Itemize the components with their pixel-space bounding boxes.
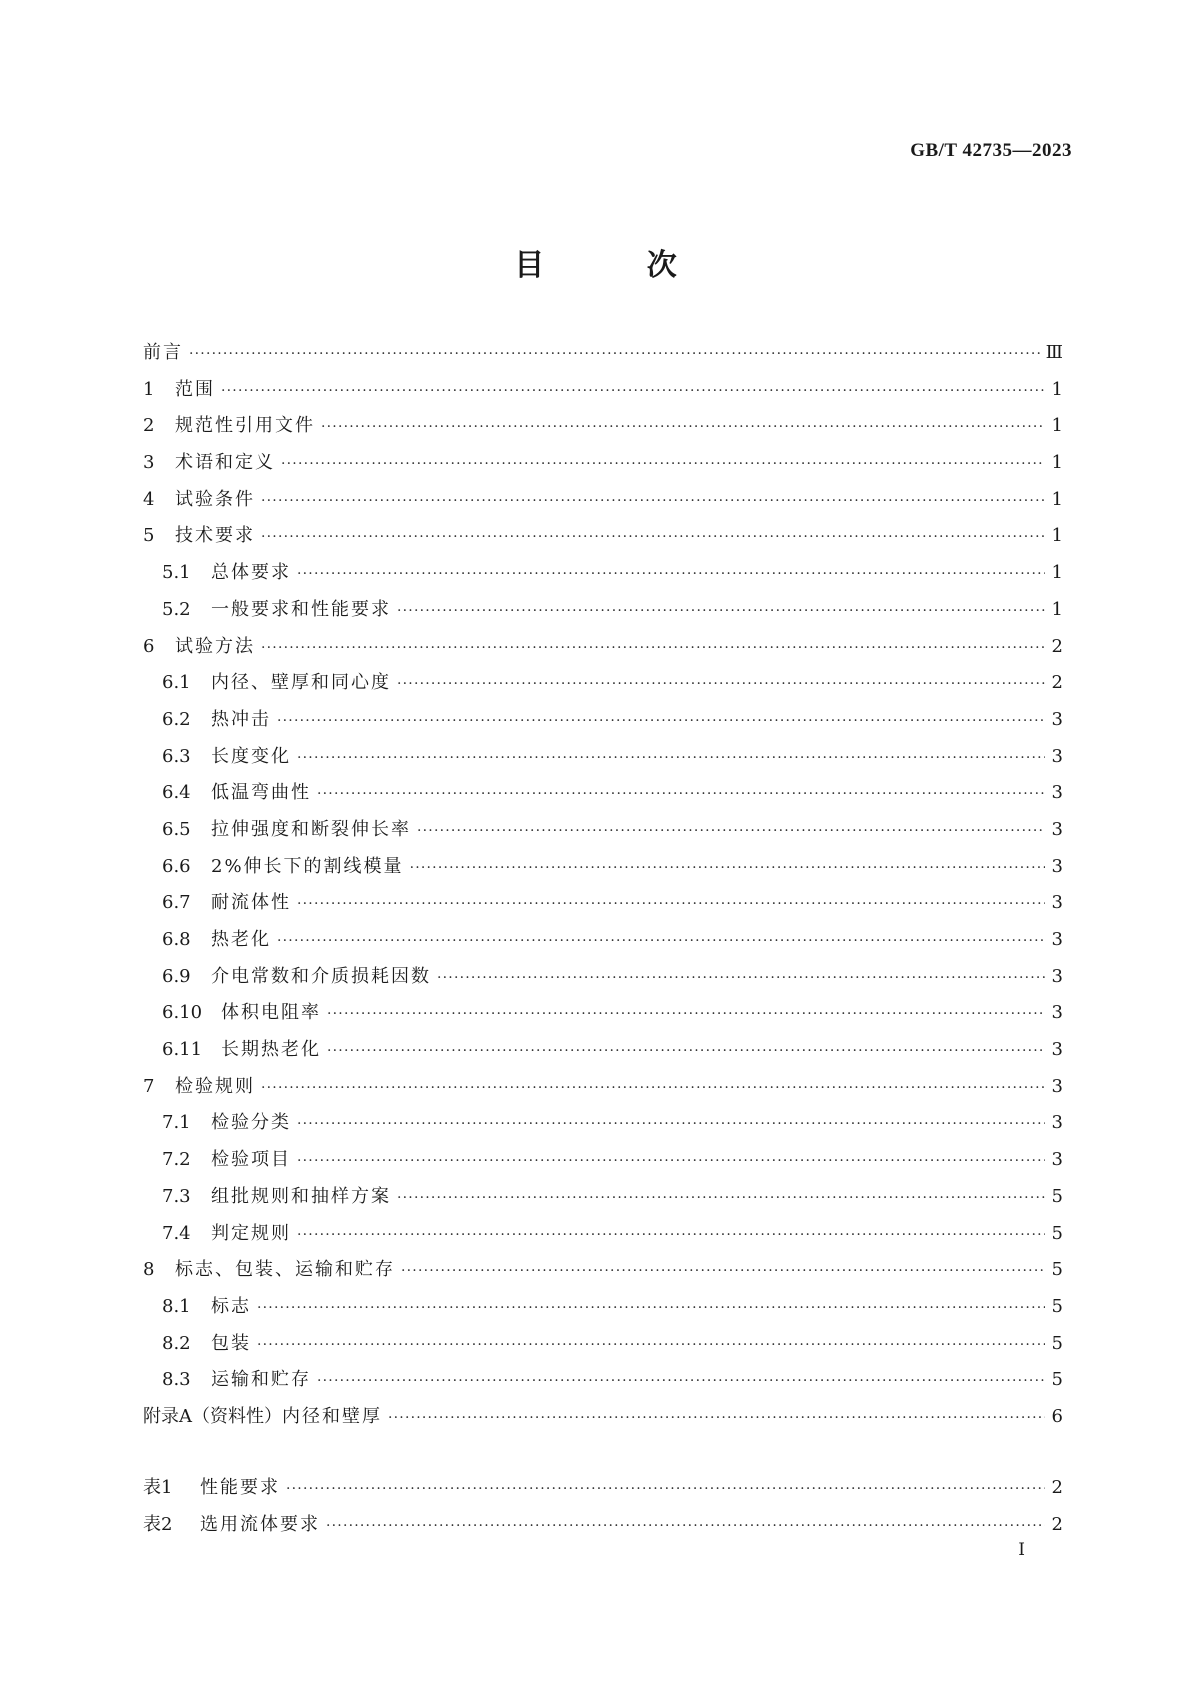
entry-page: 5: [1051, 1295, 1063, 1317]
entry-page: 5: [1051, 1185, 1063, 1207]
table-entry[interactable]: [143, 1510, 1063, 1547]
toc-entry[interactable]: [143, 815, 1063, 852]
toc-entry[interactable]: [143, 558, 1063, 595]
entry-label: 检验分类: [211, 1112, 291, 1134]
entry-number: 6.11: [162, 1039, 203, 1061]
entry-number: 6.1: [162, 672, 191, 694]
toc-entry[interactable]: [143, 1402, 1063, 1439]
dot-leader: [417, 823, 1045, 839]
entry-number: 6.10: [162, 1002, 203, 1024]
entry-number: 表1: [143, 1477, 173, 1498]
dot-leader: [397, 1190, 1045, 1206]
toc-entry[interactable]: [143, 411, 1063, 448]
entry-page: Ⅲ: [1045, 342, 1063, 363]
toc-entry[interactable]: [143, 448, 1063, 485]
page-number: Ⅰ: [1018, 1540, 1025, 1560]
dot-leader: [388, 1410, 1045, 1426]
dot-leader: [401, 1263, 1045, 1279]
dot-leader: [286, 1481, 1045, 1497]
toc-entry[interactable]: [143, 742, 1063, 779]
dot-leader: [261, 1080, 1045, 1096]
toc-entry[interactable]: [143, 668, 1063, 705]
dot-leader: [297, 896, 1045, 912]
dot-leader: [397, 676, 1045, 692]
entry-label: 低温弯曲性: [211, 782, 311, 804]
entry-page: 5: [1051, 1369, 1063, 1391]
entry-page: 3: [1051, 1149, 1063, 1171]
entry-number: 7.2: [162, 1149, 191, 1171]
entry-label: 热冲击: [211, 708, 271, 730]
toc-entry[interactable]: [143, 485, 1063, 522]
entry-number: 1: [143, 378, 155, 400]
entry-page: 2: [1051, 635, 1063, 657]
entry-label: 标志、包装、运输和贮存: [175, 1259, 395, 1281]
entry-page: 3: [1051, 965, 1063, 987]
entry-page: 2: [1051, 1513, 1063, 1535]
entry-number: 6.7: [162, 892, 191, 914]
toc-entry[interactable]: [143, 852, 1063, 889]
entry-number: 6.2: [162, 708, 191, 730]
entry-label: 长度变化: [211, 745, 291, 767]
entry-label: 范围: [175, 378, 215, 400]
entry-label: 试验条件: [175, 488, 255, 510]
entry-number: 6.4: [162, 782, 191, 804]
dot-leader: [397, 603, 1045, 619]
entry-number: 4: [143, 488, 155, 510]
entry-label: 检验规则: [175, 1075, 255, 1097]
toc-entry[interactable]: [143, 888, 1063, 925]
entry-page: 3: [1051, 745, 1063, 767]
entry-page: 2: [1051, 672, 1063, 694]
entry-label: 介电常数和介质损耗因数: [211, 965, 431, 987]
table-entry[interactable]: [143, 1473, 1063, 1510]
entry-page: 6: [1051, 1405, 1063, 1427]
entry-label: 包装: [211, 1332, 251, 1354]
dot-leader: [257, 1300, 1045, 1316]
toc-entry[interactable]: [143, 338, 1063, 375]
entry-label: 热老化: [211, 929, 271, 950]
toc-title: 目 次: [514, 248, 723, 283]
entry-page: 3: [1051, 708, 1063, 730]
entry-page: 3: [1051, 1112, 1063, 1134]
entry-label: 体积电阻率: [221, 1002, 321, 1024]
dot-leader: [317, 1373, 1045, 1389]
toc-entry[interactable]: [143, 925, 1063, 962]
entry-number: 7.1: [162, 1112, 191, 1134]
toc-entry[interactable]: [143, 1035, 1063, 1072]
standard-code: GB/T 42735—2023: [910, 140, 1072, 161]
entry-page: 1: [1051, 415, 1063, 437]
entry-number: 3: [143, 452, 155, 474]
entry-label: 判定规则: [211, 1222, 291, 1244]
entry-number: 8.1: [162, 1295, 191, 1317]
dot-leader: [281, 456, 1045, 472]
entry-label: 长期热老化: [221, 1039, 321, 1061]
entry-label: 内径、壁厚和同心度: [211, 672, 391, 694]
toc-entry[interactable]: [143, 1365, 1063, 1402]
toc-entry[interactable]: [143, 375, 1063, 412]
entry-page: 2: [1051, 1477, 1063, 1498]
toc-entry[interactable]: [143, 1108, 1063, 1145]
dot-leader: [297, 1116, 1045, 1132]
entry-number: 6.9: [162, 965, 191, 987]
dot-leader: [297, 750, 1045, 766]
dot-leader: [189, 346, 1040, 362]
toc-entry[interactable]: [143, 705, 1063, 742]
entry-label: 技术要求: [175, 525, 255, 547]
entry-label: 一般要求和性能要求: [211, 598, 391, 620]
entry-page: 1: [1051, 452, 1063, 474]
dot-leader: [297, 566, 1045, 582]
toc-entry[interactable]: [143, 1255, 1063, 1292]
entry-number: 6.5: [162, 818, 191, 840]
entry-page: 5: [1051, 1222, 1063, 1244]
table-of-contents: [143, 338, 1063, 1439]
dot-leader: [277, 713, 1045, 729]
dot-leader: [327, 1006, 1045, 1022]
entry-number: 6.8: [162, 929, 191, 950]
entry-page: 3: [1051, 818, 1063, 840]
dot-leader: [321, 419, 1045, 435]
toc-entry[interactable]: [143, 1292, 1063, 1329]
entry-label: 性能要求: [200, 1477, 280, 1498]
entry-label: 拉伸强度和断裂伸长率: [211, 818, 411, 840]
entry-page: 3: [1051, 782, 1063, 804]
dot-leader: [297, 1227, 1045, 1243]
entry-label: 检验项目: [211, 1149, 291, 1171]
entry-number: 附录A（资料性）: [143, 1405, 282, 1427]
entry-number: 5: [143, 525, 155, 547]
entry-number: 8.3: [162, 1369, 191, 1391]
entry-page: 3: [1051, 1075, 1063, 1097]
dot-leader: [261, 493, 1045, 509]
entry-label: 耐流体性: [211, 892, 291, 914]
entry-page: 1: [1051, 525, 1063, 547]
entry-number: 8: [143, 1259, 155, 1281]
dot-leader: [410, 860, 1045, 876]
dot-leader: [317, 786, 1045, 802]
toc-entry[interactable]: [143, 962, 1063, 999]
toc-entry[interactable]: [143, 778, 1063, 815]
entry-number: 6: [143, 635, 155, 657]
toc-entry[interactable]: [143, 1182, 1063, 1219]
entry-page: 3: [1051, 892, 1063, 914]
dot-leader: [326, 1518, 1045, 1534]
entry-label: 运输和贮存: [211, 1369, 311, 1391]
entry-page: 5: [1051, 1259, 1063, 1281]
dot-leader: [221, 383, 1045, 399]
entry-label: 标志: [211, 1295, 251, 1317]
toc-entry[interactable]: [143, 632, 1063, 669]
toc-entry[interactable]: [143, 1219, 1063, 1256]
dot-leader: [327, 1043, 1045, 1059]
entry-page: 3: [1051, 929, 1063, 950]
entry-label: 试验方法: [175, 635, 255, 657]
entry-page: 5: [1051, 1332, 1063, 1354]
toc-entry[interactable]: [143, 521, 1063, 558]
entry-label: 内径和壁厚: [282, 1405, 382, 1427]
entry-page: 1: [1051, 488, 1063, 510]
entry-label: 2%伸长下的割线模量: [211, 855, 404, 877]
entry-page: 1: [1051, 378, 1063, 400]
toc-entry[interactable]: [143, 1145, 1063, 1182]
toc-entry[interactable]: [143, 595, 1063, 632]
dot-leader: [257, 1337, 1045, 1353]
toc-entry[interactable]: [143, 998, 1063, 1035]
dot-leader: [437, 970, 1045, 986]
entry-page: 1: [1051, 598, 1063, 620]
entry-label: 术语和定义: [175, 452, 275, 474]
toc-entry[interactable]: [143, 1072, 1063, 1109]
dot-leader: [261, 640, 1045, 656]
entry-number: 7.3: [162, 1185, 191, 1207]
dot-leader: [277, 933, 1045, 949]
dot-leader: [261, 529, 1045, 545]
dot-leader: [297, 1153, 1045, 1169]
entry-label: 前言: [143, 342, 183, 363]
entry-label: 规范性引用文件: [175, 415, 315, 437]
entry-page: 3: [1051, 1039, 1063, 1061]
entry-number: 表2: [143, 1513, 173, 1535]
entry-number: 5.2: [162, 598, 191, 620]
entry-number: 2: [143, 415, 155, 437]
table-list: [143, 1473, 1063, 1546]
entry-page: 1: [1051, 562, 1063, 584]
toc-entry[interactable]: [143, 1329, 1063, 1366]
entry-number: 6.3: [162, 745, 191, 767]
entry-number: 7: [143, 1075, 155, 1097]
entry-page: 3: [1051, 1002, 1063, 1024]
entry-label: 总体要求: [211, 562, 291, 584]
entry-label: 选用流体要求: [200, 1513, 320, 1535]
entry-page: 3: [1051, 855, 1063, 877]
entry-label: 组批规则和抽样方案: [211, 1185, 391, 1207]
entry-number: 8.2: [162, 1332, 191, 1354]
entry-number: 6.6: [162, 855, 191, 877]
entry-number: 7.4: [162, 1222, 191, 1244]
entry-number: 5.1: [162, 562, 191, 584]
